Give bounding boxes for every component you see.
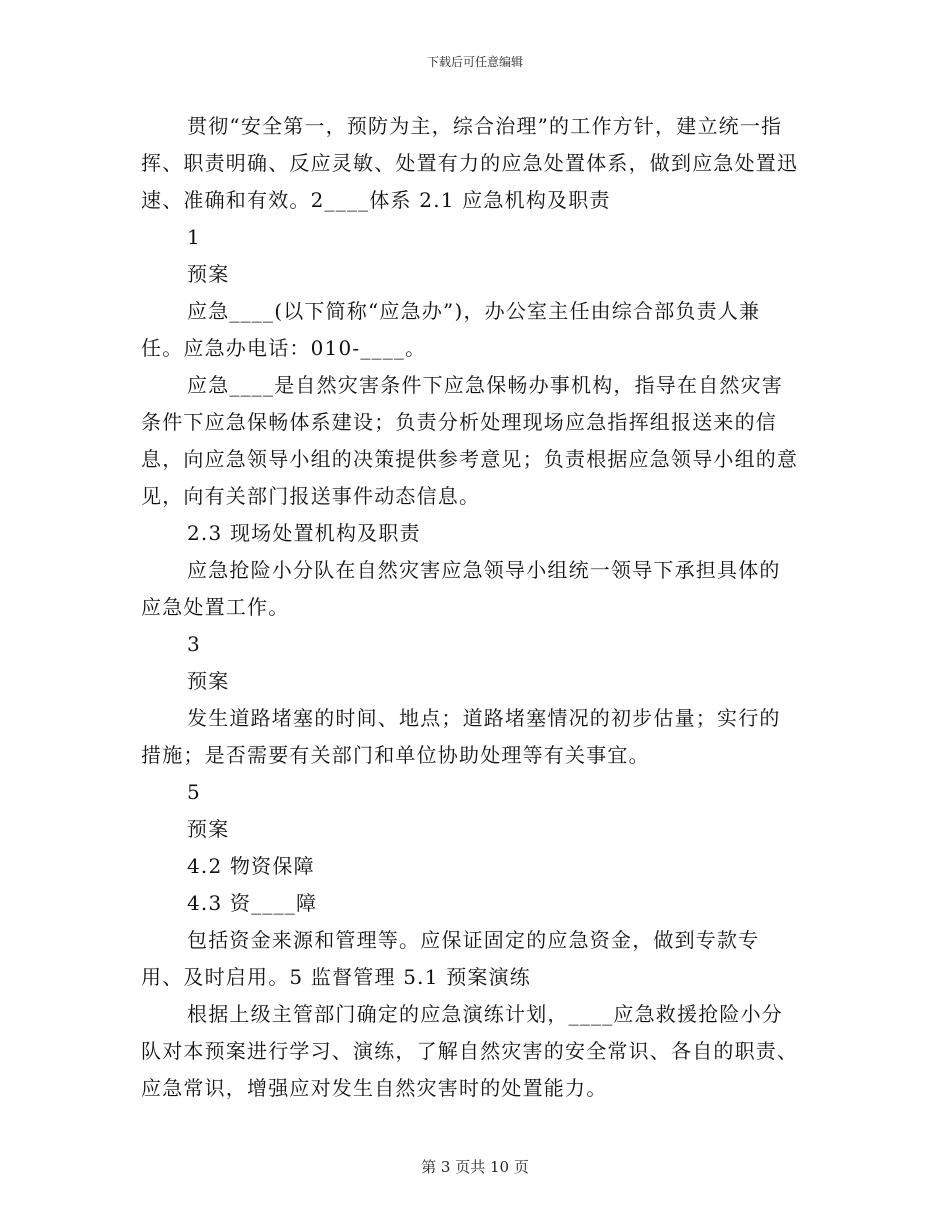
page-number-fragment: 5 [187,780,201,804]
page-number-fragment: 3 [187,632,201,656]
paragraph-office-duties: 应急____是自然灾害条件下应急保畅办事机构，指导在自然灾害条件下应急保畅体系建设；负责分析处理现场应急指挥组报送来的信息，向应急领导小组的决策提供参考意见；负责根据应急领导小组的意见，向有关部门报送事件动态信息。 [141,373,799,508]
section-heading-materials: 4.2 物资保障 [187,854,315,878]
paragraph-funds: 包括资金来源和管理等。应保证固定的应急资金，做到专款专用、及时启用。5 监督管理 5.1 预案演练 [141,928,760,989]
plan-label: 预案 [187,669,230,693]
section-heading-funds: 4.3 资____障 [187,891,318,915]
paragraph-rescue-team: 应急抢险小分队在自然灾害应急领导小组统一领导下承担具体的应急处置工作。 [141,558,781,619]
page-header: 下载后可任意编辑 [426,55,523,69]
section-heading-site-handling: 2.3 现场处置机构及职责 [187,521,421,545]
paragraph-principle: 贯彻“安全第一，预防为主，综合治理”的工作方针，建立统一指挥、职责明确、反应灵敏、处置有力的应急处置体系，做到应急处置迅速、准确和有效。2____体系 2.1 应急机构及职责 [141,114,799,212]
plan-label: 预案 [187,817,230,841]
paragraph-drills: 根据上级主管部门确定的应急演练计划，____应急救援抢险小分队对本预案进行学习、演练，了解自然灾害的安全常识、各自的职责、应急常识，增强应对发生自然灾害时的处置能力。 [141,1002,799,1100]
plan-label: 预案 [187,262,230,286]
page-number-fragment: 1 [187,225,201,249]
document-body [141,108,801,1107]
paragraph-road-blockage: 发生道路堵塞的时间、地点；道路堵塞情况的初步估量；实行的措施；是否需要有关部门和单位协助处理等有关事宜。 [141,706,781,767]
paragraph-emergency-office: 应急____(以下简称“应急办”)，办公室主任由综合部负责人兼任。应急办电话：010-____。 [141,299,761,360]
page-footer: 第 3 页共 10 页 [421,1158,529,1176]
